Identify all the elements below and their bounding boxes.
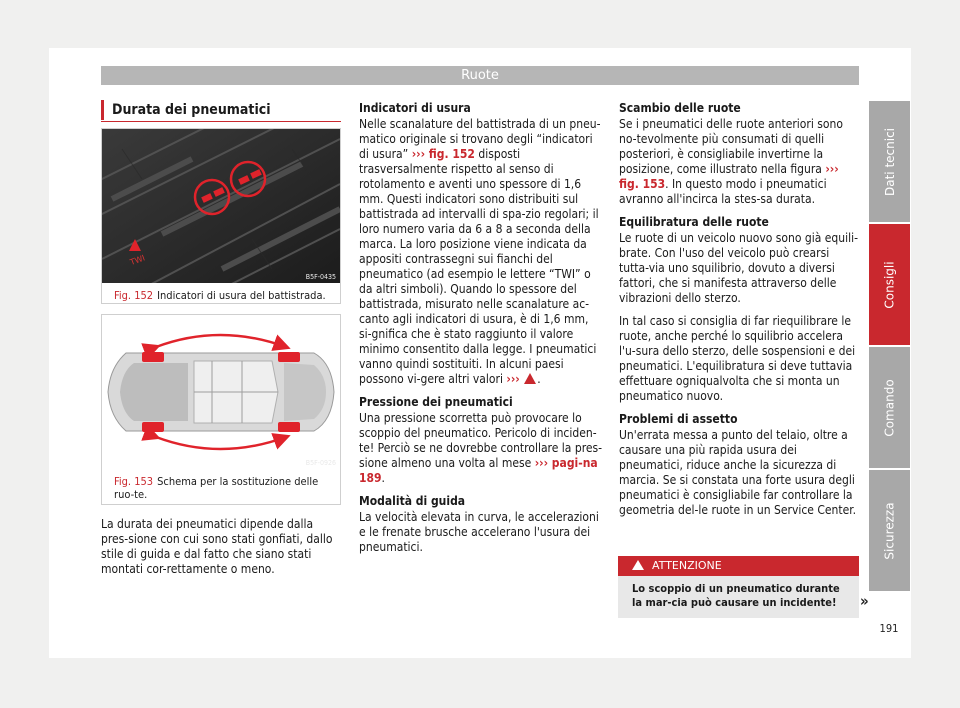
tread-wear-image (102, 129, 340, 283)
side-tab-label: Dati tecnici (882, 127, 897, 196)
section-title: Durata dei pneumatici (101, 100, 341, 120)
wheel-rotation-image (102, 315, 340, 469)
figure-number: Fig. 152 (114, 289, 154, 302)
paragraph-wheel-swap (619, 117, 861, 207)
figure-caption (102, 283, 340, 302)
figure-caption (102, 469, 340, 501)
warning-link[interactable]: ››› (506, 372, 520, 386)
heading-alignment: Problemi di assetto (619, 412, 738, 426)
figure-153 (101, 314, 341, 505)
figure-code: B5F-0435 (305, 273, 336, 281)
side-tab-sicurezza[interactable] (869, 470, 910, 591)
column-2 (359, 101, 603, 563)
warning-box (618, 556, 859, 618)
fig-153-link[interactable]: ››› fig. 153 (619, 162, 839, 191)
side-tab-label: Comando (882, 378, 897, 437)
warning-triangle-icon (524, 373, 536, 384)
paragraph-wheel-balancing-2: In tal caso si consiglia di far riequilibrare le ruote, anche perché lo squilibrio accelera l'u-sura dello sterzo, delle sospensioni e dei pneumatici. L'equilibratura si deve tuttavia effettuare ogniqualvolta che si monta un pneumatico nuovo. (619, 314, 856, 403)
text: . In questo modo i pneumatici avranno all'incirca la stes-sa durata. (619, 177, 827, 206)
text: disposti trasversalmente rispetto al senso di rotolamento e aventi uno spessore di 1,6 mm. Questi indicatori sono distribuiti sul battistrada ad intervalli di spa-zio regolari; il loro numero varia da 6 a 8 a seconda della marca. La loro posizione viene indicata da appositi contrassegni sui fianchi del pneumatico (ad esempio le lettere “TWI” o da altri simboli). Quando lo spessore del battistrada, misurato nelle scanalature ac-canto agli indicatori di usura, è di 1,6 mm, si-gnifica che è stato raggiunto il valore minimo consentito dalla legge. I pneumatici vanno quindi sostituiti. In alcuni paesi possono vi-gere altri valori (359, 147, 599, 386)
wheel-rotation-diagram (102, 315, 340, 469)
side-tab-label: Sicurezza (882, 501, 897, 560)
warning-icon (632, 560, 644, 570)
figure-number: Fig. 153 (114, 475, 154, 488)
paragraph-driving-style: La velocità elevata in curva, le accelerazioni e le frenate brusche accelerano l'usura dei pneumatici. (359, 510, 599, 554)
figure-code: B5F-0926 (305, 459, 336, 467)
heading-wheel-balancing: Equilibratura delle ruote (619, 215, 769, 229)
side-tab-comando[interactable] (869, 347, 910, 468)
figure-152 (101, 128, 341, 304)
paragraph-tire-pressure: Una pressione scorretta può provocare lo scoppio del pneumatico. Pericolo di inciden-te! Perciò se ne dovrebbe controllare la pres-sione almeno una volta al mese ››› pagi-na 189. (359, 411, 603, 485)
figure-caption-text: Schema per la sostituzione delle ruo-te. (114, 475, 319, 501)
continue-marker: » (860, 592, 869, 610)
intro-paragraph: La durata dei pneumatici dipende dalla pres-sione con cui sono stati gonfiati, dallo stile di guida e dal fatto che siano stati montati cor-rettamente o meno. (101, 517, 333, 576)
heading-wheel-swap: Scambio delle ruote (619, 101, 741, 115)
text: Nelle scanalature del battistrada di un pneu-matico originale si trovano degli “indicatori di usura” (359, 117, 601, 161)
heading-tire-pressure: Pressione dei pneumatici (359, 395, 513, 409)
side-tab-consigli[interactable] (869, 224, 910, 345)
heading-wear-indicators: Indicatori di usura (359, 101, 471, 115)
heading-driving-style: Modalità di guida (359, 494, 466, 508)
page-number: 191 (879, 622, 899, 635)
column-3 (619, 101, 861, 526)
column-1 (101, 517, 341, 585)
page-189-link[interactable]: ››› pagi-na 189 (359, 456, 598, 485)
warning-title: ATTENZIONE (652, 559, 722, 572)
warning-text: Lo scoppio di un pneumatico durante la mar-cia può causare un incidente! (618, 576, 859, 618)
warning-header (618, 556, 859, 576)
figure-caption-text: Indicatori di usura del battistrada. (157, 289, 326, 302)
twi-mark: TWI (128, 253, 147, 268)
side-tab-dati-tecnici[interactable] (869, 101, 910, 222)
paragraph-wear-indicators: Nelle scanalature del battistrada di un pneu-matico originale si trovano degli “indicatori di usura” ››› fig. 152 disposti trasversalmente rispetto al senso di rotolamento e aventi uno spessore di 1,6 mm. Questi indicatori sono distribuiti sul battistrada ad intervalli di spa-zio regolari; il loro numero varia da 6 a 8 a seconda della marca. La loro posizione viene indicata da appositi contrassegni sui fianchi del pneumatico (ad esempio le lettere “TWI” o da altri simboli). Quando lo spessore del battistrada, misurato nelle scanalature ac-canto agli indicatori di usura, è di 1,6 mm, si-gnifica che è stato raggiunto il valore minimo consentito dalla legge. I pneumatici vanno quindi sostituiti. In alcuni paesi possono vi-gere altri valori ››› . (359, 117, 601, 386)
tread-wear-illustration (102, 129, 340, 283)
side-tab-label: Consigli (882, 260, 897, 309)
text: Una pressione scorretta può provocare lo scoppio del pneumatico. Pericolo di inciden-te! Perciò se ne dovrebbe controllare la pres-sione almeno una volta al mese (359, 411, 603, 470)
text: Se i pneumatici delle ruote anteriori sono no-tevolmente più consumati di quelli posteriori, è consigliabile invertirne la posizione, come illustrato nella figura (619, 117, 843, 176)
paragraph-alignment: Un'errata messa a punto del telaio, oltre a causare una più rapida usura dei pneumatici, riduce anche la sicurezza di marcia. Se si constata una forte usura degli pneumatici è consigliabile far controllare la geometria del-le ruote in un Service Center. (619, 428, 857, 517)
chapter-header: Ruote (101, 66, 859, 85)
title-rule (101, 121, 341, 122)
paragraph-wheel-balancing-1: Le ruote di un veicolo nuovo sono già equili-brate. Con l'uso del veicolo può crearsi tutta-via uno squilibrio, dovuto a diversi fattori, che si manifesta attraverso delle vibrazioni dello sterzo. (619, 231, 859, 305)
fig-152-link[interactable]: ››› fig. 152 (411, 147, 475, 161)
